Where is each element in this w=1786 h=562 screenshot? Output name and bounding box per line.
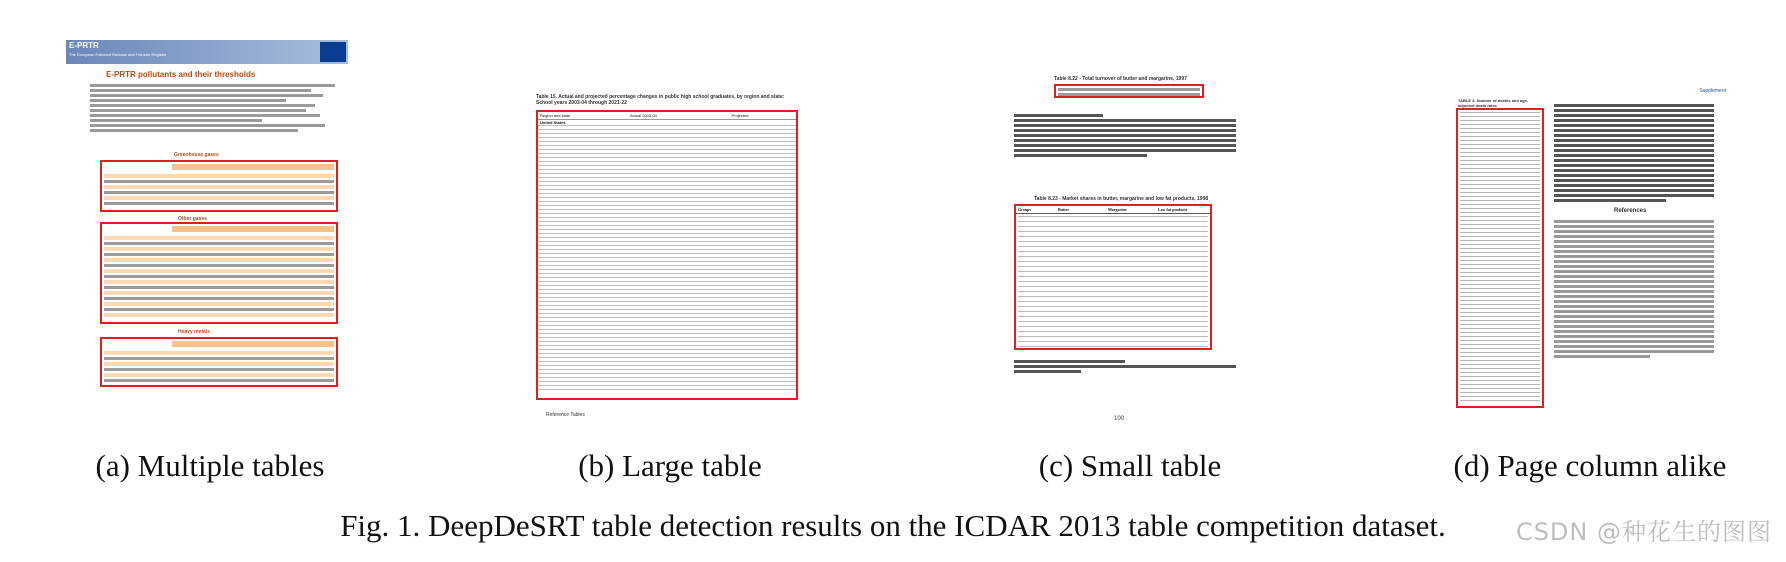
small-table-title: Table 8.22 - Total turnover of butter and margarine, 1997 xyxy=(1054,76,1187,82)
caption-d: (d) Page column alike xyxy=(1453,448,1727,483)
banner-subtitle: The European Pollutant Release and Transfer Register xyxy=(69,52,167,57)
detected-market-table xyxy=(1014,204,1212,350)
col-low-fat: Low fat products xyxy=(1158,207,1188,212)
figure-caption: Fig. 1. DeepDeSRT table detection results on the ICDAR 2013 table competition dataset. xyxy=(340,508,1446,543)
detected-table-2 xyxy=(100,222,338,324)
caption-a: (a) Multiple tables xyxy=(95,448,325,483)
eu-flag-icon xyxy=(320,42,346,62)
first-row-label: United States xyxy=(540,120,566,125)
panel-b xyxy=(536,94,804,426)
caption-c: (c) Small table xyxy=(1038,448,1222,483)
large-table-title: Table 15. Actual and projected percentage changes in public high school graduates, by region and state: School years 2003-04 through 2021-22 xyxy=(536,94,785,106)
watermark: CSDN @种花生的图图 xyxy=(1515,518,1772,546)
large-table-body xyxy=(538,125,796,393)
caption-b: (b) Large table xyxy=(578,448,762,483)
detected-table-3 xyxy=(100,337,338,387)
panel-d-references xyxy=(1554,218,1714,360)
eprtr-banner xyxy=(66,40,348,64)
market-table-body xyxy=(1018,216,1208,348)
panel-b-footer: Reference Tables xyxy=(546,412,585,418)
section-greenhouse-gases: Greenhouse gases xyxy=(174,152,219,158)
references-heading: References xyxy=(1614,208,1647,214)
panel-a-heading: E-PRTR pollutants and their thresholds xyxy=(106,70,256,79)
supplement-label: Supplement xyxy=(1699,88,1726,94)
col-butter: Butter xyxy=(1058,207,1070,212)
col-projected: Projected xyxy=(731,113,749,118)
intro-text xyxy=(90,82,335,134)
col-margarine: Margarine xyxy=(1108,207,1127,212)
col-groups: Groups xyxy=(1018,207,1031,212)
market-share-table-title: Table 8.23 - Market shares in butter, margarine and low fat products, 1998 xyxy=(1034,196,1209,202)
column-table-body xyxy=(1460,112,1540,404)
col-actual: Actual 2003-04 xyxy=(630,113,657,118)
panel-c-page-number: 100 xyxy=(1114,416,1125,422)
detected-column-table xyxy=(1456,108,1544,408)
deaths-table-title: TABLE 4. Number of deaths and age-adjusted death rates xyxy=(1458,98,1529,108)
detected-large-table xyxy=(536,110,798,400)
panel-a xyxy=(66,40,356,395)
col-region-state: Region and state xyxy=(540,113,571,118)
detected-small-table xyxy=(1054,84,1204,98)
panel-d-body-text xyxy=(1554,102,1714,204)
section-heavy-metals: Heavy metals xyxy=(178,329,210,335)
panel-c xyxy=(1014,76,1242,426)
banner-title: E-PRTR xyxy=(69,41,99,50)
detected-table-1 xyxy=(100,160,338,212)
panel-c-text-2 xyxy=(1014,358,1236,375)
panel-d xyxy=(1454,88,1730,424)
panel-c-text-1 xyxy=(1014,112,1236,159)
section-other-gases: Other gases xyxy=(178,216,207,222)
